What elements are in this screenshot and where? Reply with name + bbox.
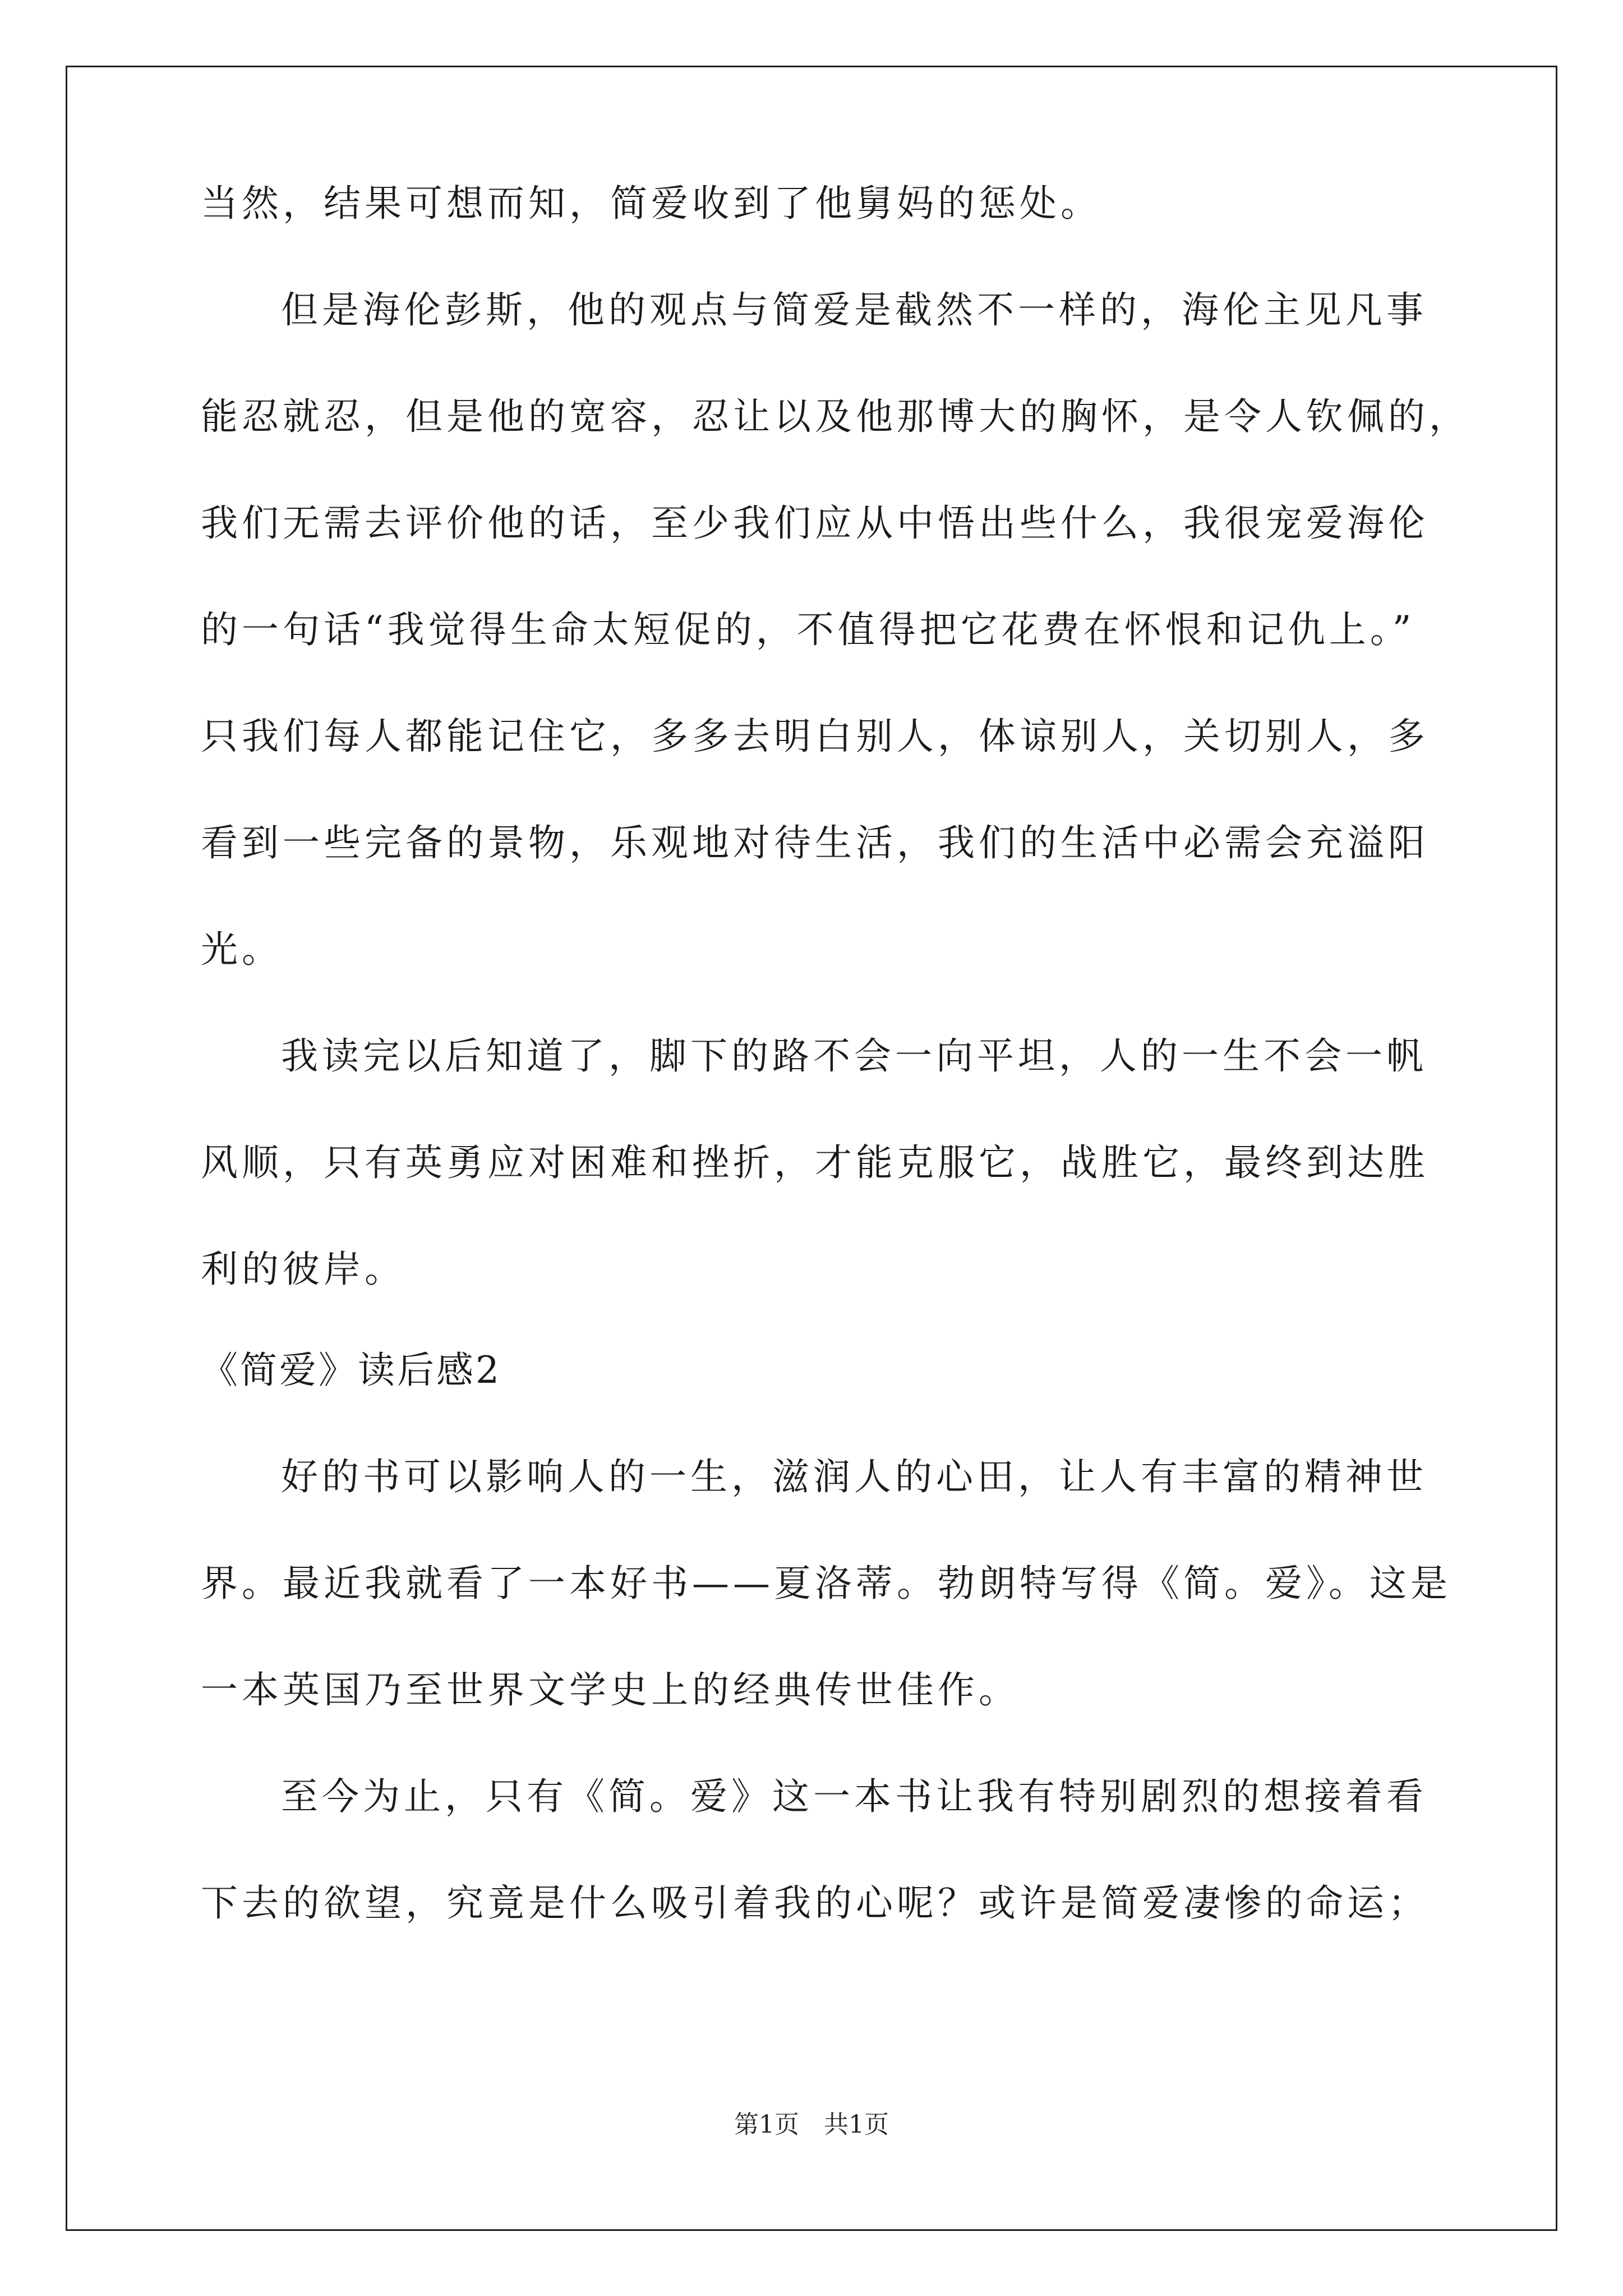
paragraph-start-line: 我读完以后知道了，脚下的路不会一向平坦，人的一生不会一帆 <box>281 1034 1427 1078</box>
text-line: 界。最近我就看了一本好书——夏洛蒂。勃朗特写得《简。爱》。这是 <box>201 1562 1451 1605</box>
text-line: 我们无需去评价他的话，至少我们应从中悟出些什么，我很宠爱海伦 <box>201 501 1429 545</box>
section-heading: 《简爱》读后感2 <box>201 1349 501 1392</box>
text-line: 光。 <box>201 928 283 971</box>
text-line: 一本英国乃至世界文学史上的经典传世佳作。 <box>201 1668 1020 1711</box>
text-line: 的一句话“我觉得生命太短促的，不值得把它花费在怀恨和记仇上。” <box>201 608 1415 651</box>
paragraph-start-line: 但是海伦彭斯，他的观点与简爱是截然不一样的，海伦主见凡事 <box>281 288 1427 332</box>
text-line: 风顺，只有英勇应对困难和挫折，才能克服它，战胜它，最终到达胜 <box>201 1141 1429 1184</box>
text-line: 能忍就忍，但是他的宽容，忍让以及他那博大的胸怀，是令人钦佩的， <box>201 395 1470 438</box>
text-line: 只我们每人都能记住它，多多去明白别人，体谅别人，关切别人，多 <box>201 715 1429 758</box>
paragraph-start-line: 至今为止，只有《简。爱》这一本书让我有特别剧烈的想接着看 <box>281 1775 1427 1818</box>
page-footer: 第1页 共1页 <box>734 2110 889 2139</box>
text-line: 利的彼岸。 <box>201 1248 405 1291</box>
paragraph-start-line: 好的书可以影响人的一生，滋润人的心田，让人有丰富的精神世 <box>281 1455 1427 1498</box>
text-line: 下去的欲望，究竟是什么吸引着我的心呢？或许是简爱凄惨的命运； <box>201 1881 1429 1925</box>
text-line: 看到一些完备的景物，乐观地对待生活，我们的生活中必需会充溢阳 <box>201 821 1429 864</box>
text-line: 当然，结果可想而知，简爱收到了他舅妈的惩处。 <box>201 182 1101 225</box>
